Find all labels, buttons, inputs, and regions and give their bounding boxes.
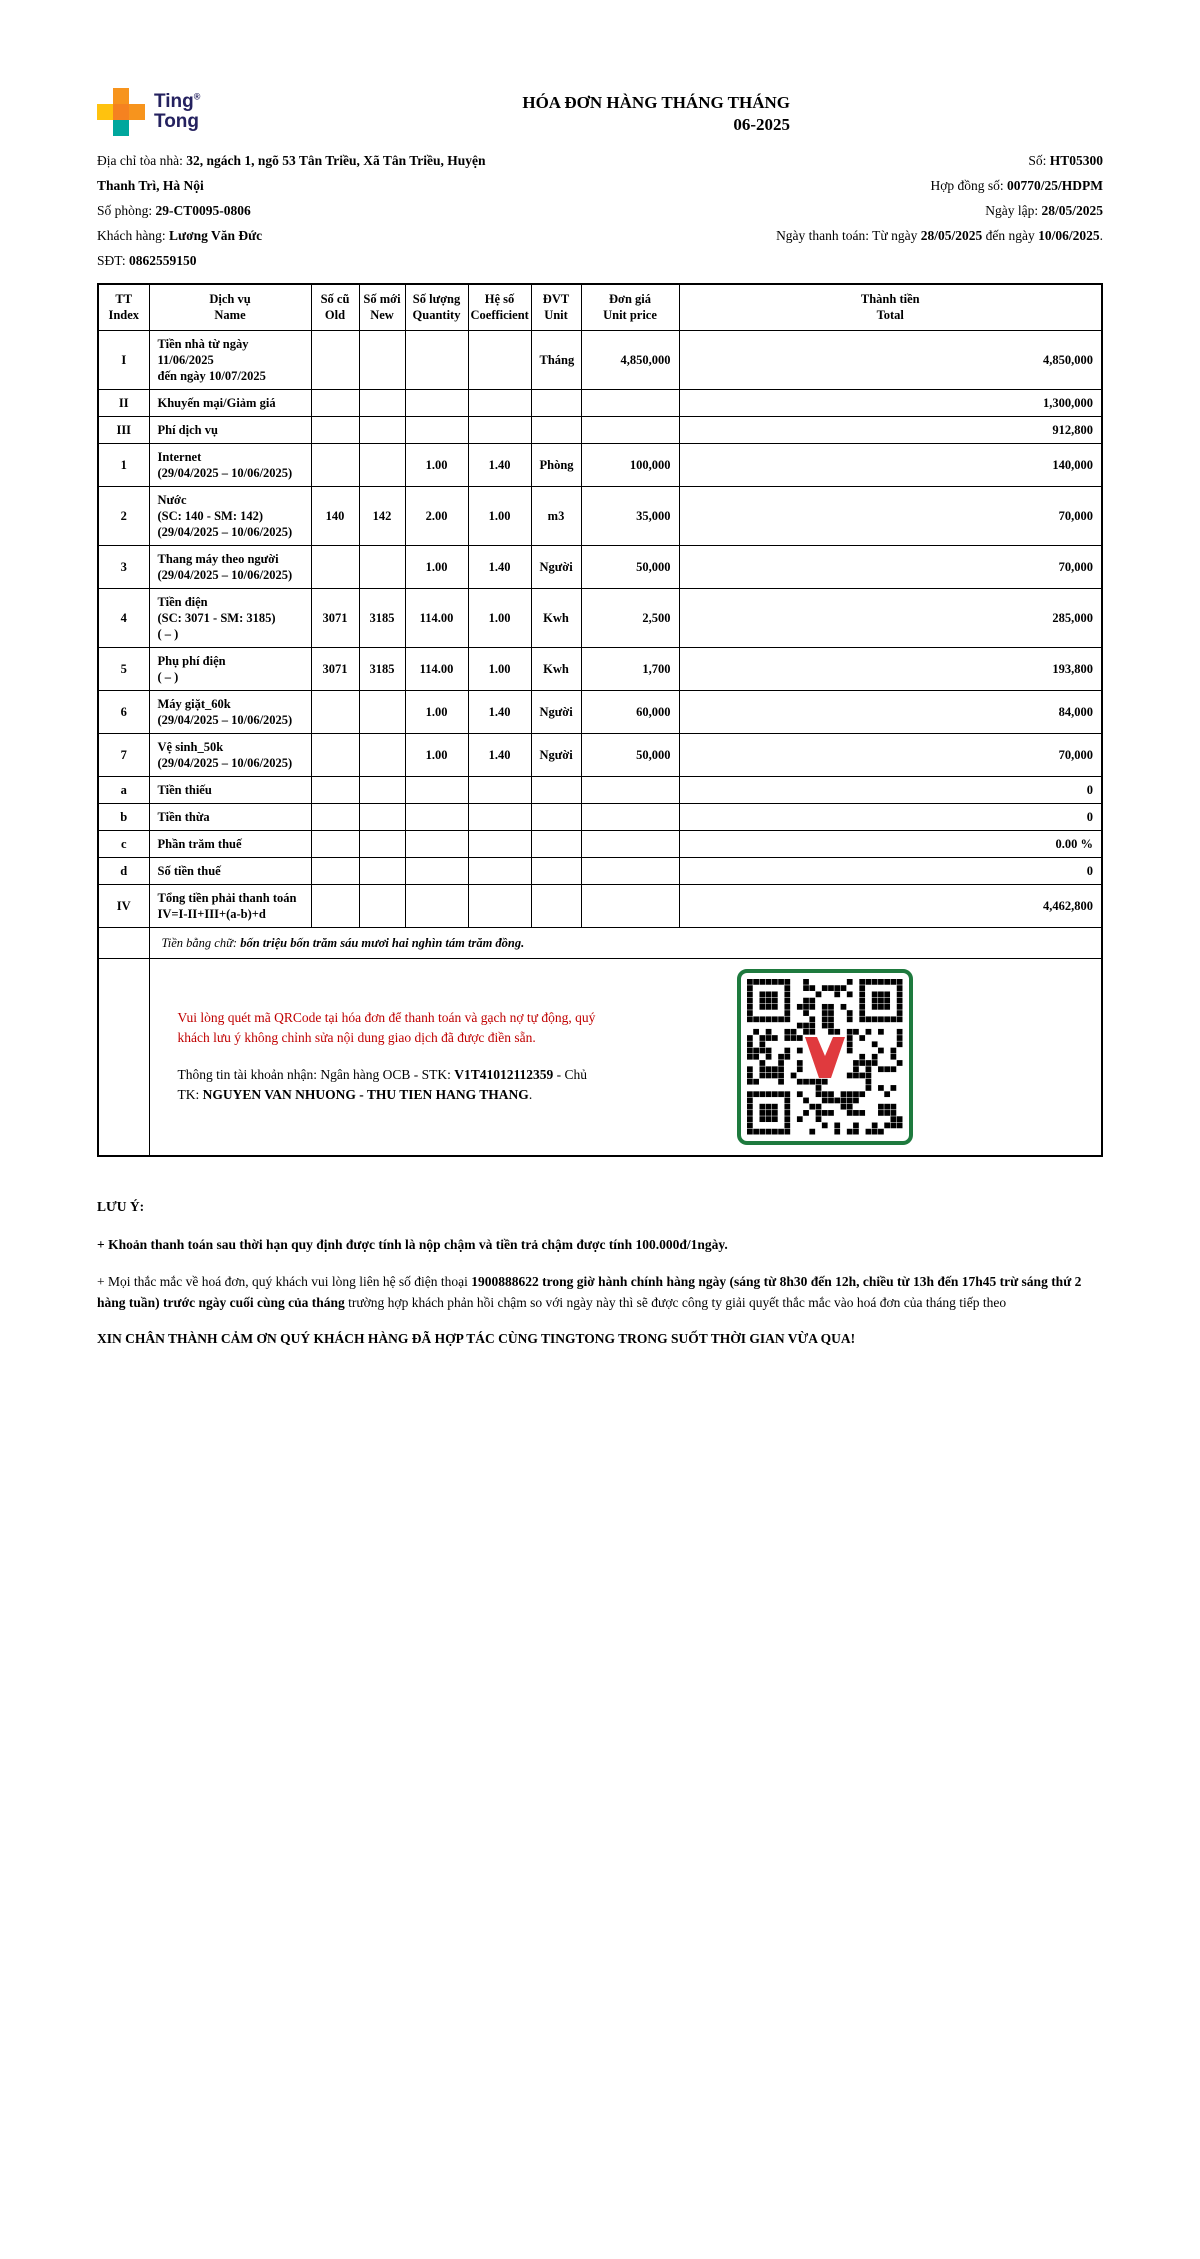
cell-coef [468,416,531,443]
cell-unit: Kwh [531,588,581,647]
amount-in-words [149,927,1102,958]
cell-qty: 1.00 [405,690,468,733]
late-payment-note: + Khoản thanh toán sau thời hạn quy định được tính là nộp chậm và tiền trả chậm được tính 100.000đ/1ngày. [97,1236,728,1252]
cell-new [359,389,405,416]
cell-qty: 114.00 [405,588,468,647]
cell-unit: Người [531,733,581,776]
cell-index: a [98,776,149,803]
cell-price: 60,000 [581,690,679,733]
cell-coef [468,830,531,857]
cell-coef: 1.40 [468,545,531,588]
invoice-number: Số: HT05300 [1028,153,1103,169]
empty-cell [98,927,149,958]
cell-total: 0 [679,776,1102,803]
qr-code-image [747,979,903,1135]
table-row [98,884,1102,927]
cell-old [311,884,359,927]
cell-new: 3185 [359,647,405,690]
cell-old: 3071 [311,588,359,647]
col-header-quantity: Số lượng Quantity [405,284,468,330]
cell-total: 70,000 [679,733,1102,776]
col-header-unit: ĐVT Unit [531,284,581,330]
thank-you-note: XIN CHÂN THÀNH CẢM ƠN QUÝ KHÁCH HÀNG ĐÃ HỢP TÁC CÙNG TINGTONG TRONG SUỐT THỜI GIAN VỪA QUA! [97,1331,856,1347]
cell-coef [468,857,531,884]
table-row [98,486,1102,545]
table-row [98,647,1102,690]
cell-unit: Phòng [531,443,581,486]
cell-price: 35,000 [581,486,679,545]
cell-price [581,803,679,830]
cell-coef [468,330,531,389]
cell-new [359,776,405,803]
cell-index: 6 [98,690,149,733]
cell-new [359,733,405,776]
cell-name: Vệ sinh_50k (29/04/2025 – 10/06/2025) [149,733,311,776]
invoice-meta [97,148,1103,273]
table-row [98,443,1102,486]
col-header-new: Số mới New [359,284,405,330]
cell-price: 1,700 [581,647,679,690]
cell-coef: 1.40 [468,733,531,776]
cell-index: c [98,830,149,857]
cell-total: 0 [679,857,1102,884]
cell-qty [405,776,468,803]
cell-price [581,776,679,803]
cell-qty: 1.00 [405,733,468,776]
cell-unit [531,830,581,857]
cell-name: Tổng tiền phải thanh toán IV=I-II+III+(a-b)+d [149,884,311,927]
logo-line-ting: Ting® [154,91,201,113]
table-header-row [98,284,1102,330]
cell-old [311,857,359,884]
cell-total: 912,800 [679,416,1102,443]
table-row [98,690,1102,733]
cell-new [359,443,405,486]
room-number: Số phòng: 29-CT0095-0806 [97,203,251,219]
invoice-title: HÓA ĐƠN HÀNG THÁNG THÁNG 06-2025 [522,93,790,135]
cell-price [581,389,679,416]
cell-unit: Kwh [531,647,581,690]
col-header-unit-price: Đơn giá Unit price [581,284,679,330]
cell-index: 3 [98,545,149,588]
amount-in-words-value: bốn triệu bốn trăm sáu mươi hai nghìn tám trăm đồng. [240,935,525,950]
cell-new [359,690,405,733]
cell-unit: Người [531,690,581,733]
cell-total: 140,000 [679,443,1102,486]
cell-name: Phần trăm thuế [149,830,311,857]
cell-old [311,690,359,733]
contract-number: Hợp đồng số: 00770/25/HDPM [930,178,1103,194]
amount-in-words-row [98,927,1102,958]
cell-index: II [98,389,149,416]
table-row [98,416,1102,443]
cell-price [581,857,679,884]
cell-name: Tiền thừa [149,803,311,830]
cell-old [311,389,359,416]
cell-qty [405,884,468,927]
cell-coef: 1.40 [468,690,531,733]
contact-note: + Mọi thắc mắc về hoá đơn, quý khách vui lòng liên hệ số điện thoại 1900888622 trong giờ hành chính hàng ngày (sáng từ 8h30 đến 12h, chiều từ 13h đến 17h45 trừ sáng thứ 2 hàng tuần) trước ngày cuối cùng của tháng trường hợp khách phản hồi chậm so với ngày này thì sẽ được công ty giải quyết thắc mắc vào hoá đơn của tháng tiếp theo [97,1273,1082,1310]
header [97,88,1103,136]
cell-price: 2,500 [581,588,679,647]
cell-price [581,830,679,857]
cell-index: 4 [98,588,149,647]
cell-name: Tiền nhà từ ngày 11/06/2025 đến ngày 10/07/2025 [149,330,311,389]
cell-name: Tiền thiếu [149,776,311,803]
cell-new [359,416,405,443]
table-row [98,733,1102,776]
cell-qty: 1.00 [405,545,468,588]
invoice-table [97,283,1103,1157]
cell-old: 140 [311,486,359,545]
cell-total: 4,850,000 [679,330,1102,389]
cell-coef [468,776,531,803]
invoice-table-rows [98,330,1102,927]
cell-qty [405,803,468,830]
cell-index: 1 [98,443,149,486]
col-header-index: TT Index [98,284,149,330]
cell-new [359,545,405,588]
cell-price [581,884,679,927]
footer-notes [97,1199,1103,1351]
registered-mark: ® [193,91,201,102]
cell-index: 2 [98,486,149,545]
customer-phone: SĐT: 0862559150 [97,253,197,269]
cell-total: 193,800 [679,647,1102,690]
table-row [98,545,1102,588]
cell-unit: Tháng [531,330,581,389]
cell-unit [531,416,581,443]
cell-qty: 2.00 [405,486,468,545]
qr-payment-note: Vui lòng quét mã QRCode tại hóa đơn để thanh toán và gạch nợ tự động, quý khách lưu ý không chỉnh sửa nội dung giao dịch đã được điền sẵn. [177,1010,596,1046]
cell-coef [468,389,531,416]
amount-in-words-label: Tiền bằng chữ: [161,935,241,950]
cell-price: 50,000 [581,545,679,588]
payment-period: Ngày thanh toán: Từ ngày 28/05/2025 đến ngày 10/06/2025. [776,228,1103,244]
cell-new [359,330,405,389]
cell-index: 5 [98,647,149,690]
cell-total: 84,000 [679,690,1102,733]
bank-account-info: Thông tin tài khoản nhận: Ngân hàng OCB - STK: V1T41012112359 - Chủ TK: NGUYEN VAN NHUONG - THU TIEN HANG THANG. [177,1066,587,1102]
cell-unit: Người [531,545,581,588]
cell-new: 142 [359,486,405,545]
cell-new [359,830,405,857]
col-header-coefficient: Hệ số Coefficient [468,284,531,330]
cell-unit [531,884,581,927]
logo-wordmark [154,92,200,132]
cell-old [311,733,359,776]
cell-qty: 114.00 [405,647,468,690]
cell-qty [405,830,468,857]
cell-total: 285,000 [679,588,1102,647]
meta-right [776,148,1103,273]
cell-unit [531,857,581,884]
cell-unit [531,776,581,803]
cell-total: 0.00 % [679,830,1102,857]
cell-old [311,776,359,803]
cell-unit [531,389,581,416]
cell-price [581,416,679,443]
cell-name: Nước (SC: 140 - SM: 142) (29/04/2025 – 10/06/2025) [149,486,311,545]
qr-instructions [178,1008,610,1105]
cell-name: Khuyến mại/Giảm giá [149,389,311,416]
cell-old [311,830,359,857]
cell-old [311,545,359,588]
cell-coef: 1.00 [468,647,531,690]
cell-qty [405,330,468,389]
col-header-name: Dịch vụ Name [149,284,311,330]
cell-new [359,884,405,927]
cell-qty: 1.00 [405,443,468,486]
col-header-total: Thành tiền Total [679,284,1102,330]
cell-unit [531,803,581,830]
cell-coef: 1.00 [468,588,531,647]
cell-coef: 1.40 [468,443,531,486]
customer-name: Khách hàng: Lương Văn Đức [97,228,263,244]
invoice-table-extra [98,927,1102,1156]
tingtong-logo [97,88,200,136]
cell-name: Thang máy theo người (29/04/2025 – 10/06/2025) [149,545,311,588]
col-header-old: Số cũ Old [311,284,359,330]
cell-old [311,803,359,830]
cell-coef [468,803,531,830]
tingtong-logo-icon [97,88,145,136]
cell-new [359,803,405,830]
cell-new: 3185 [359,588,405,647]
cell-name: Số tiền thuế [149,857,311,884]
cell-new [359,857,405,884]
cell-name: Máy giặt_60k (29/04/2025 – 10/06/2025) [149,690,311,733]
cell-price: 100,000 [581,443,679,486]
cell-index: d [98,857,149,884]
table-row [98,803,1102,830]
cell-unit: m3 [531,486,581,545]
cell-index: IV [98,884,149,927]
issue-date: Ngày lập: 28/05/2025 [985,203,1103,219]
cell-old [311,416,359,443]
cell-index: 7 [98,733,149,776]
cell-name: Phụ phí điện ( – ) [149,647,311,690]
notes-heading: LƯU Ý: [97,1198,145,1214]
building-address: Địa chỉ tòa nhà: 32, ngách 1, ngõ 53 Tân Triều, Xã Tân Triều, Huyện Thanh Trì, Hà Nội [97,153,486,194]
cell-total: 70,000 [679,545,1102,588]
table-row [98,830,1102,857]
cell-index: I [98,330,149,389]
cell-price: 4,850,000 [581,330,679,389]
qr-section [149,958,1102,1156]
cell-name: Internet (29/04/2025 – 10/06/2025) [149,443,311,486]
table-row [98,330,1102,389]
cell-price: 50,000 [581,733,679,776]
cell-total: 0 [679,803,1102,830]
cell-qty [405,416,468,443]
cell-total: 70,000 [679,486,1102,545]
cell-name: Tiền điện (SC: 3071 - SM: 3185) ( – ) [149,588,311,647]
meta-left [97,148,489,273]
cell-old [311,330,359,389]
empty-cell [98,958,149,1156]
table-row [98,857,1102,884]
table-row [98,776,1102,803]
cell-qty [405,857,468,884]
cell-coef: 1.00 [468,486,531,545]
cell-total: 1,300,000 [679,389,1102,416]
qr-code [737,969,913,1145]
cell-total: 4,462,800 [679,884,1102,927]
logo-line-tong: Tong [154,111,200,132]
cell-name: Phí dịch vụ [149,416,311,443]
cell-index: III [98,416,149,443]
table-row [98,588,1102,647]
cell-old: 3071 [311,647,359,690]
cell-index: b [98,803,149,830]
qr-row [98,958,1102,1156]
cell-old [311,443,359,486]
cell-qty [405,389,468,416]
table-row [98,389,1102,416]
cell-coef [468,884,531,927]
